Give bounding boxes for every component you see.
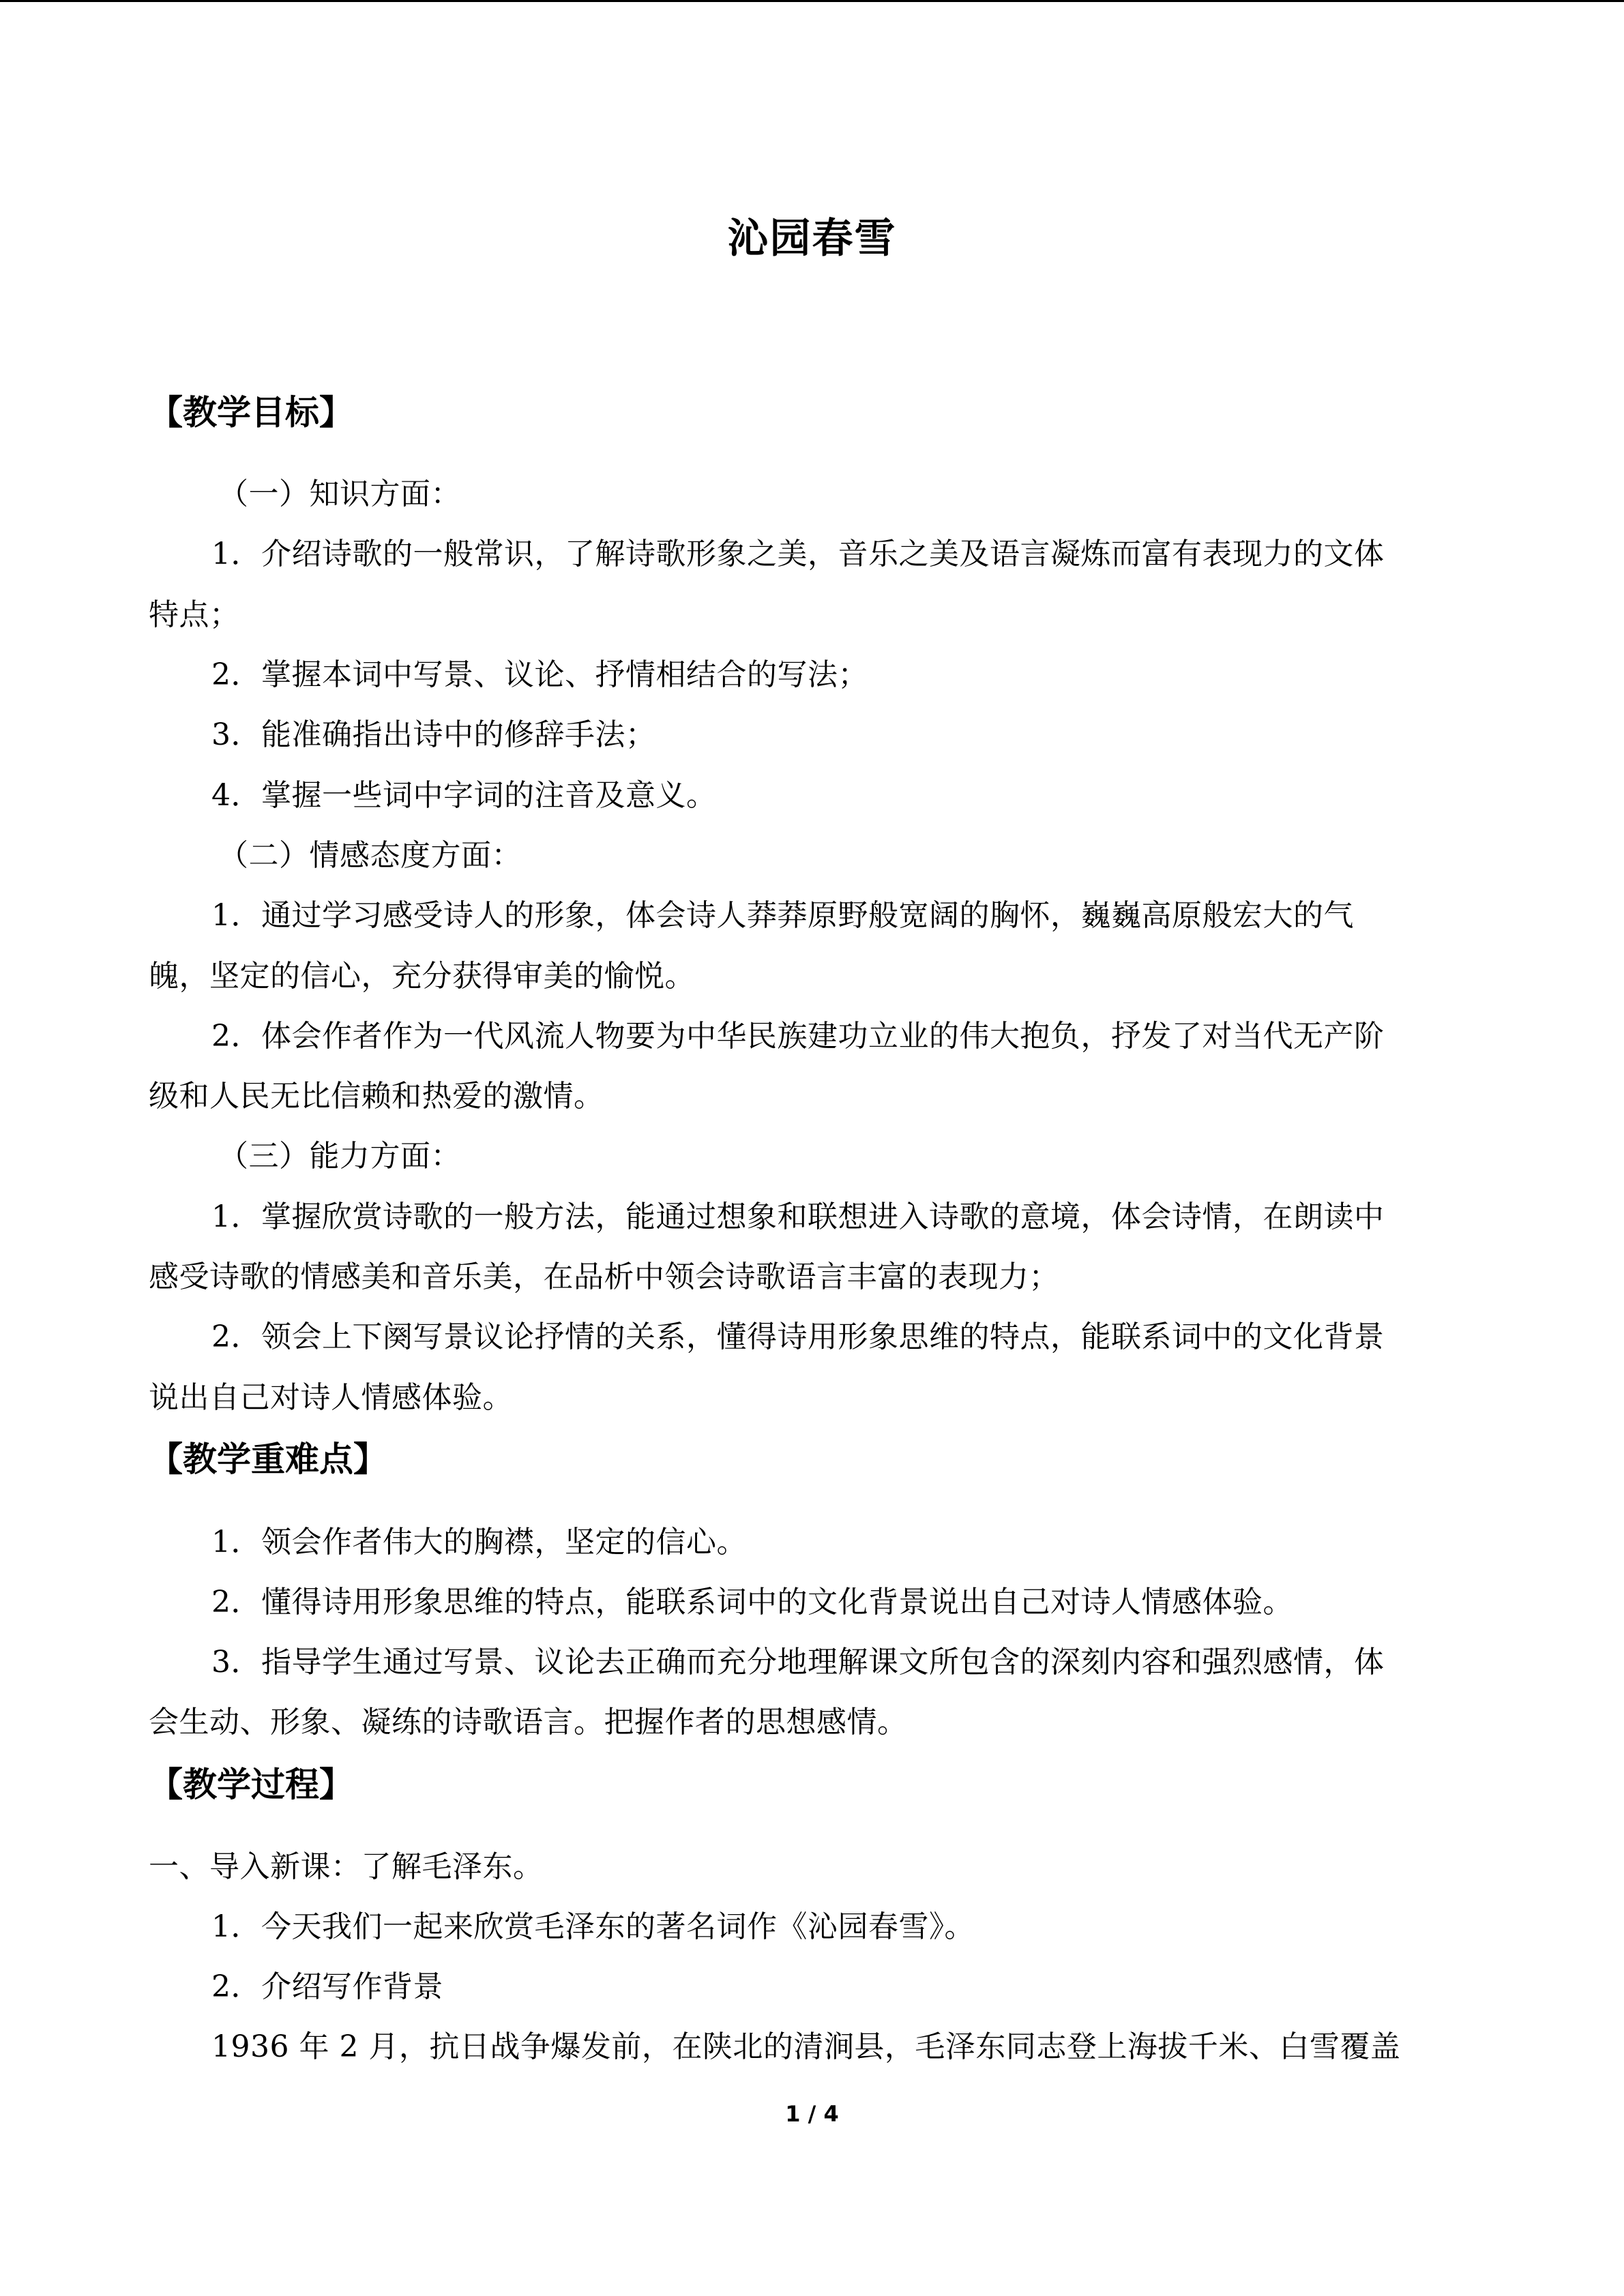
keypoint-item-3-cont: 会生动、形象、凝练的诗歌语言。把握作者的思想感情。 [149, 1705, 908, 1740]
ability-item-2: 2．领会上下阕写景议论抒情的关系，懂得诗用形象思维的特点，能联系词中的文化背景 [211, 1320, 1385, 1354]
process-paragraph-1: 1936 年 2 月，抗日战争爆发前，在陕北的清涧县，毛泽东同志登上海拔千米、白雪覆盖 [211, 2029, 1401, 2064]
page-number: 1 / 4 [785, 2101, 839, 2127]
knowledge-label: （一）知识方面： [218, 477, 461, 511]
emotion-item-2-cont: 级和人民无比信赖和热爱的激情。 [149, 1079, 604, 1114]
knowledge-item-2: 2．掌握本词中写景、议论、抒情相结合的写法； [211, 657, 868, 692]
ability-item-1-cont: 感受诗歌的情感美和音乐美，在品析中领会诗歌语言丰富的表现力； [149, 1259, 1059, 1294]
keypoint-item-2: 2．懂得诗用形象思维的特点，能联系词中的文化背景说出自己对诗人情感体验。 [211, 1585, 1293, 1620]
knowledge-item-3: 3．能准确指出诗中的修辞手法； [211, 717, 656, 752]
emotion-item-1-cont: 魄，坚定的信心，充分获得审美的愉悦。 [149, 959, 695, 994]
section-heading-process: 【教学过程】 [149, 1765, 353, 1804]
keypoint-item-1: 1．领会作者伟大的胸襟，坚定的信心。 [211, 1525, 747, 1560]
top-border-line [0, 0, 1624, 2]
section-heading-goals: 【教学目标】 [149, 393, 353, 432]
emotion-label: （二）情感态度方面： [218, 838, 522, 873]
ability-label: （三）能力方面： [218, 1139, 461, 1174]
knowledge-item-4: 4．掌握一些词中字词的注音及意义。 [211, 778, 717, 813]
emotion-item-2: 2．体会作者作为一代风流人物要为中华民族建功立业的伟大抱负，抒发了对当代无产阶 [211, 1019, 1385, 1054]
document-title: 沁园春雪 [727, 215, 897, 263]
knowledge-item-1: 1．介绍诗歌的一般常识，了解诗歌形象之美，音乐之美及语言凝炼而富有表现力的文体 [211, 537, 1385, 571]
section-heading-keypoints: 【教学重难点】 [149, 1440, 387, 1479]
process-item-1: 1．今天我们一起来欣赏毛泽东的著名词作《沁园春雪》。 [211, 1909, 975, 1944]
emotion-item-1: 1．通过学习感受诗人的形象，体会诗人莽莽原野般宽阔的胸怀，巍巍高原般宏大的气 [211, 898, 1354, 933]
process-step-1: 一、导入新课：了解毛泽东。 [149, 1849, 544, 1884]
keypoint-item-3: 3．指导学生通过写景、议论去正确而充分地理解课文所包含的深刻内容和强烈感情，体 [211, 1645, 1385, 1680]
knowledge-item-1-cont: 特点； [149, 597, 240, 632]
ability-item-2-cont: 说出自己对诗人情感体验。 [149, 1380, 513, 1415]
ability-item-1: 1．掌握欣赏诗歌的一般方法，能通过想象和联想进入诗歌的意境，体会诗情，在朗读中 [211, 1199, 1385, 1234]
process-item-2: 2．介绍写作背景 [211, 1969, 443, 2004]
